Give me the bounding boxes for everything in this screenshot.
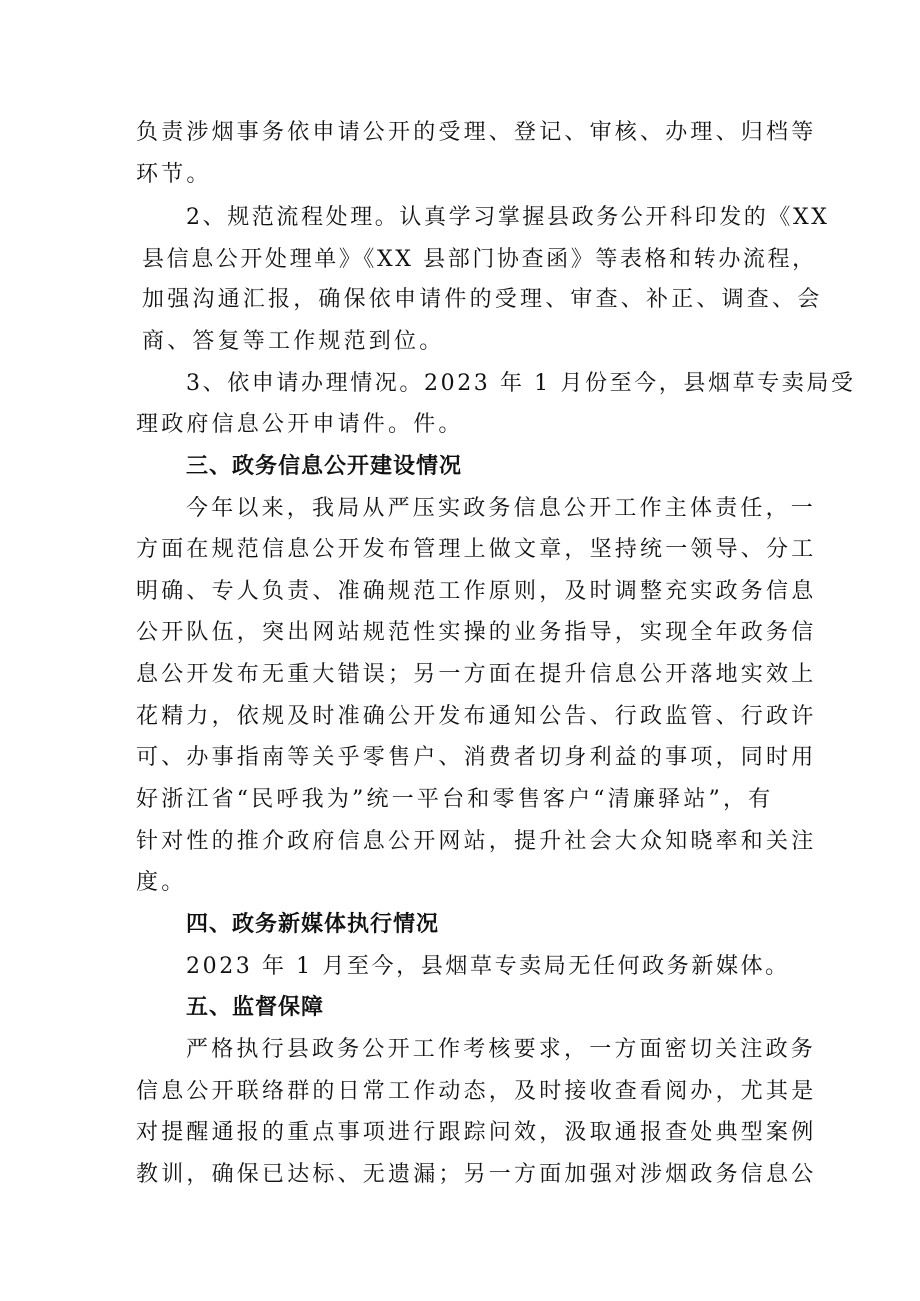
paragraph-line: 方面在规范信息公开发布管理上做文章，坚持统一领导、分工 [136,537,817,562]
paragraph-line: 可、办事指南等关乎零售户、消费者切身利益的事项，同时用 [136,745,817,770]
paragraph-line: 加强沟通汇报，确保依申请件的受理、审查、补正、调查、会 [142,287,823,312]
paragraph-line: 信息公开联络群的日常工作动态，及时接收查看阅办，尤其是 [136,1079,817,1104]
paragraph-line: 环节。 [136,162,212,187]
paragraph-line: 花精力，依规及时准确公开发布通知公告、行政监管、行政许 [136,704,817,729]
paragraph-line: 针对性的推介政府信息公开网站，提升社会大众知晓率和关注 [136,829,817,854]
paragraph-line: 负责涉烟事务依申请公开的受理、登记、审核、办理、归档等 [136,120,817,145]
paragraph-line: 息公开发布无重大错误；另一方面在提升信息公开落地实效上 [136,662,817,687]
paragraph-line: 2、规范流程处理。认真学习掌握县政务公开科印发的《XX [186,205,830,230]
paragraph-line: 度。 [136,870,187,895]
paragraph-line: 理政府信息公开申请件。件。 [136,412,464,437]
paragraph-line: 明确、专人负责、准确规范工作原则，及时调整充实政务信息 [136,579,817,604]
section-heading-5: 五、监督保障 [186,995,325,1020]
paragraph-line: 商、答复等工作规范到位。 [142,329,445,354]
paragraph-line: 县信息公开处理单》《XX 县部门协查函》等表格和转办流程， [142,247,817,272]
paragraph-line: 2023 年 1 月至今，县烟草专卖局无任何政务新媒体。 [186,954,790,979]
paragraph-line: 对提醒通报的重点事项进行跟踪问效，汲取通报查处典型案例 [136,1120,817,1145]
section-heading-4: 四、政务新媒体执行情况 [186,912,440,937]
paragraph-line: 今年以来，我局从严压实政务信息公开工作主体责任，一 [186,496,817,521]
paragraph-line: 公开队伍，突出网站规范性实操的业务指导，实现全年政务信 [136,620,817,645]
paragraph-line: 严格执行县政务公开工作考核要求，一方面密切关注政务 [186,1037,817,1062]
paragraph-line: 3、依申请办理情况。2023 年 1 月份至今，县烟草专卖局受 [186,371,856,396]
paragraph-line: 教训，确保已达标、无遗漏；另一方面加强对涉烟政务信息公 [136,1162,817,1187]
section-heading-3: 三、政务信息公开建设情况 [186,454,463,479]
paragraph-line: 好浙江省“民呼我为”统一平台和零售客户“清廉驿站”，有 [136,787,774,812]
